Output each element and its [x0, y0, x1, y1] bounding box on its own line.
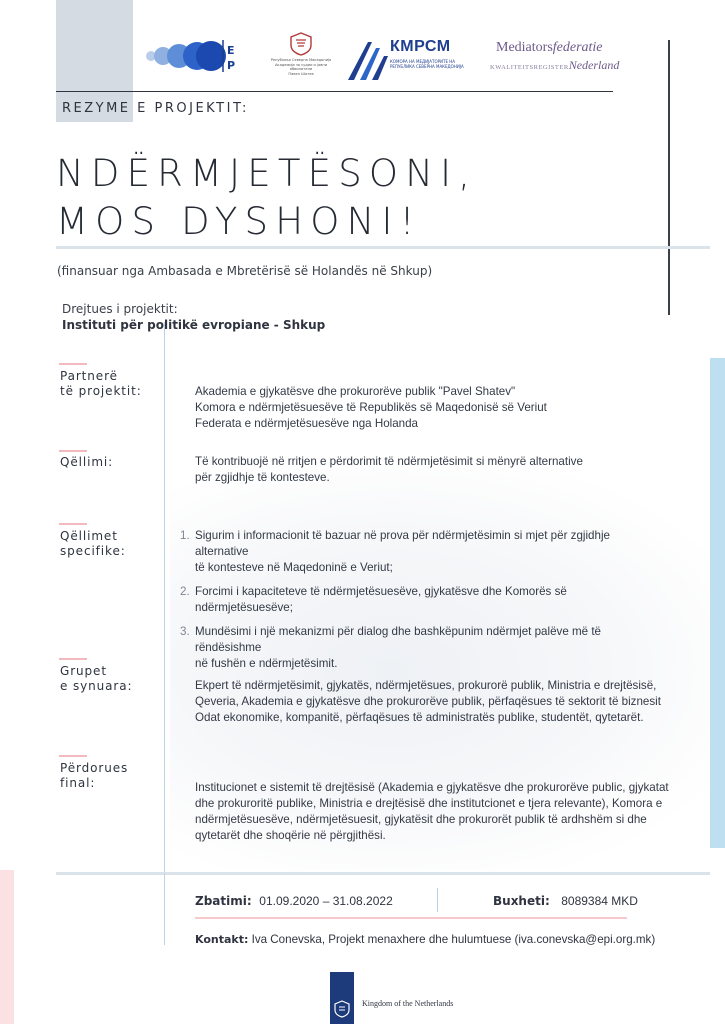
lead-value: Instituti për politikë evropiane - Shkup	[62, 318, 326, 332]
list-item: Komora e ndërmjetësuesëve të Republikës së Maqedonisë së Veriut	[195, 401, 547, 414]
summary-kicker: REZYME E PROJEKTIT:	[62, 101, 249, 116]
target-groups-label: Grupet e synuara:	[60, 664, 133, 693]
svg-text:P: P	[227, 59, 236, 72]
list-item: Akademia e gjykatësve dhe prokurorëve publik "Pavel Shatev"	[195, 385, 516, 398]
decorative-vertical-line	[668, 40, 670, 315]
academy-seal-icon	[290, 32, 312, 56]
specific-goals-label: Qëllimet specifike:	[60, 529, 126, 558]
end-users-text: Institucionet e sistemit të drejtësisë (Akademia e gjykatësve dhe prokurorëve public, gjykatat dhe prokuroritë publike, Ministria e drejtësisë dhe institutcionet e tjera relevante), Komora e ndërmjetësuesëve, ndërmjetësuesit, gjykatësit dhe prokurorët publik të ardhshëm si dhe qytetarët dhe shoqërie në përgjithësi.	[195, 781, 669, 842]
decorative-blue-bar	[710, 358, 725, 848]
list-item: 1. Sigurim i informacionit të bazuar në prova për ndërmjetësimin si mjet për zgjidhje alternative të kontesteve në Maqedoninë e Veriut;	[180, 529, 610, 574]
partners-list	[195, 384, 665, 432]
funding-note: (finansuar nga Ambasada e Mbretërisë së Holandës në Shkup)	[57, 264, 433, 278]
contact: Kontakt: Iva Conevska, Projekt menaxhere dhe hulumtuese (iva.conevska@epi.org.mk)	[195, 933, 656, 946]
end-users-label: Përdorues final:	[60, 761, 129, 790]
list-item: 3. Mundësimi i një mekanizmi për dialog dhe bashkëpunim ndërmjet palëve më të rëndësishme në fushën e ndërmjetësimit.	[180, 625, 601, 670]
netherlands-label: Kingdom of the Netherlands	[362, 999, 454, 1008]
academy-logo: Република Северна Македонија Академија за судии и јавни обвинители Павел Шатев	[270, 32, 332, 82]
page-title	[56, 150, 477, 246]
lead-label: Drejtues i projektit:	[62, 302, 178, 316]
footer-pink-line	[195, 917, 627, 919]
kmpcm-logo: КМРСМ КОМОРА НА МЕДИЈАТОРИТЕ НА РЕПУБЛИКА СЕВЕРНА МАКЕДОНИЈА	[346, 38, 466, 82]
column-divider	[164, 322, 165, 872]
target-groups-text: Ekpert të ndërmjetësimit, gjykatës, ndërmjetësues, prokurorë publik, Ministria e drejtësisë, Qeveria, Akademia e gjykatësve dhe prokurorëve publik, përfaqësues të sektorit të biznesit Odat ekonomike, kompanitë, përfaqësues të administratës publike, studentët, qytetarët.	[195, 679, 661, 724]
footer-column-divider	[164, 873, 165, 945]
kmpcm-mark-icon	[346, 38, 390, 82]
footer-mid-divider	[437, 888, 438, 912]
netherlands-emblem-icon	[330, 972, 354, 1024]
goal-label: Qëllimi:	[60, 455, 114, 469]
mediators-federatie-logo: Mediatorsfederatie KWALITEITSREGISTERNederland	[490, 40, 620, 72]
section-marker	[59, 755, 87, 757]
partners-label: Partnerë të projektit:	[60, 369, 142, 398]
title-line-1: NDËRMJETËSONI,	[56, 152, 478, 195]
goal-text: Të kontribuojë në rritjen e përdorimit të ndërmjetësimit si mënyrë alternative për zgjidhje të kontesteve.	[195, 455, 583, 484]
budget: Buxheti: 8089384 MKD	[493, 894, 638, 908]
implementation-period: Zbatimi: 01.09.2020 – 31.08.2022	[195, 894, 393, 908]
footer-divider	[56, 872, 710, 875]
title-divider	[56, 246, 710, 249]
title-line-2: MOS DYSHONI!	[56, 200, 422, 243]
section-marker	[59, 450, 87, 452]
section-marker	[59, 658, 87, 660]
svg-text:E: E	[227, 44, 235, 57]
list-item: Federata e ndërmjetësuesëve nga Holanda	[195, 417, 419, 430]
epi-logo	[143, 36, 243, 76]
specific-goals-list	[177, 528, 665, 680]
list-item: 2. Forcimi i kapaciteteve të ndërmjetësuesëve, gjykatësve dhe Komorës së ndërmjetësuesëve;	[180, 585, 567, 614]
header-divider	[56, 91, 613, 92]
section-marker	[59, 363, 87, 365]
decorative-pink-bar	[0, 870, 14, 1024]
section-marker	[59, 523, 87, 525]
